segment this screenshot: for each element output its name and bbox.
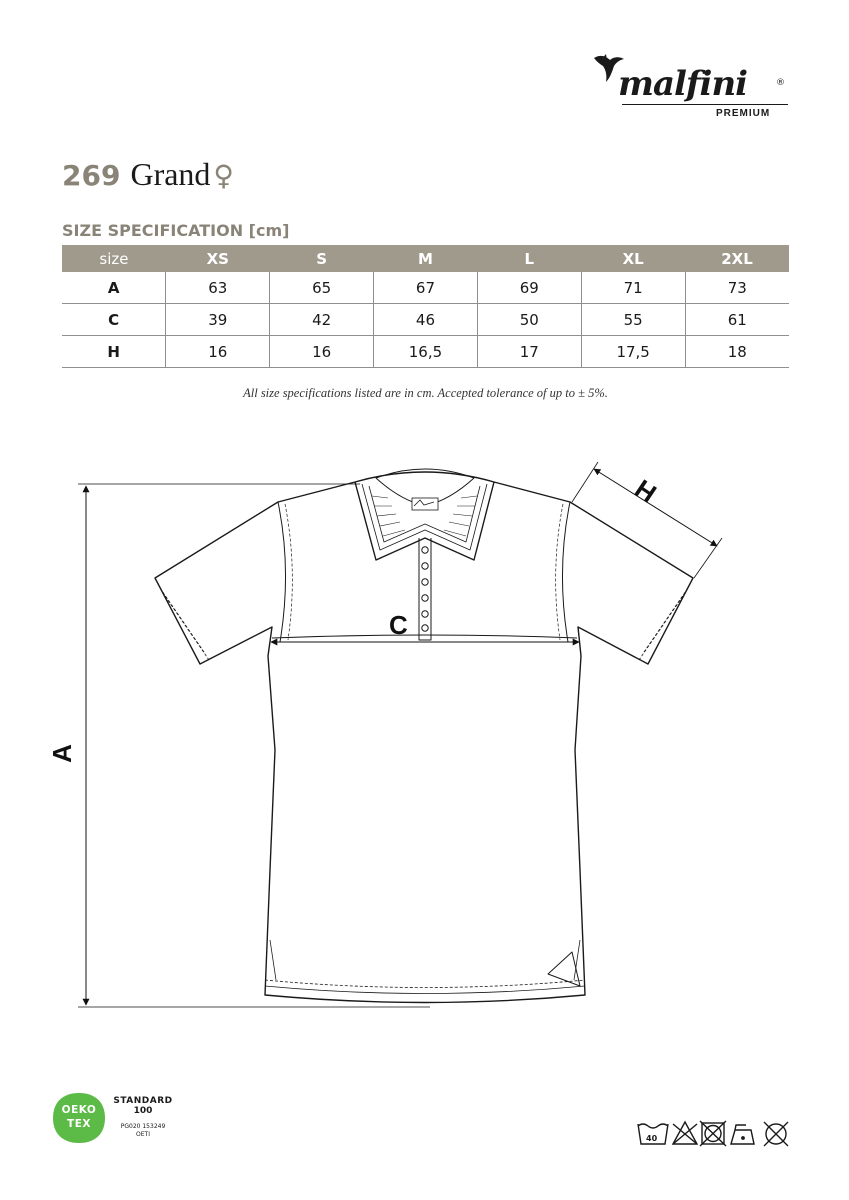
brand-tagline: PREMIUM	[716, 108, 771, 119]
table-cell: 18	[685, 336, 789, 368]
size-table	[62, 245, 789, 368]
cert-institute: OETI	[136, 1131, 150, 1138]
table-row	[62, 304, 789, 336]
table-cell: 61	[685, 304, 789, 336]
size-header-cell: XS	[166, 245, 270, 272]
size-header-label: size	[62, 245, 166, 272]
brand-wordmark: malfini	[618, 64, 748, 104]
row-label: C	[62, 304, 166, 336]
table-cell: 16	[166, 336, 270, 368]
table-cell: 65	[270, 272, 374, 304]
product-name: Grand	[130, 156, 211, 192]
polo-shirt-illustration	[0, 420, 849, 1040]
iron-low-icon	[731, 1125, 754, 1144]
oeko-tex-badge	[52, 1092, 106, 1144]
size-header-cell: S	[270, 245, 374, 272]
standard-number: 100	[133, 1106, 153, 1116]
logo-rule	[622, 104, 788, 105]
table-cell: 67	[374, 272, 478, 304]
standard-label: STANDARD	[113, 1096, 173, 1106]
table-row	[62, 336, 789, 368]
brand-logo	[592, 52, 792, 122]
tolerance-note: All size specifications listed are in cm. Accepted tolerance of up to ± 5%.	[243, 386, 608, 400]
table-cell: 17	[477, 336, 581, 368]
table-cell: 63	[166, 272, 270, 304]
table-cell: 69	[477, 272, 581, 304]
table-cell: 71	[581, 272, 685, 304]
size-header-cell: L	[477, 245, 581, 272]
care-symbols	[636, 1118, 794, 1148]
measure-h-label: H	[629, 473, 662, 509]
measure-c-label: C	[389, 610, 408, 640]
table-cell: 42	[270, 304, 374, 336]
size-header-cell: M	[374, 245, 478, 272]
care-symbols-strip	[636, 1118, 794, 1148]
table-cell: 39	[166, 304, 270, 336]
registered-mark: ®	[776, 78, 785, 88]
size-header-row	[62, 245, 789, 272]
size-header-cell: XL	[581, 245, 685, 272]
row-label: H	[62, 336, 166, 368]
product-title	[62, 156, 234, 196]
cert-code: PG020 153249	[120, 1123, 166, 1130]
table-cell: 16	[270, 336, 374, 368]
no-tumble-dry-icon	[700, 1121, 726, 1146]
table-cell: 46	[374, 304, 478, 336]
table-row	[62, 272, 789, 304]
no-bleach-icon	[673, 1122, 697, 1144]
size-spec-heading: SIZE SPECIFICATION [cm]	[62, 221, 290, 240]
product-code: 269	[62, 159, 121, 192]
oeko-standard	[112, 1096, 174, 1139]
measure-a-label: A	[46, 744, 77, 763]
table-cell: 16,5	[374, 336, 478, 368]
polo-shirt-drawing	[0, 420, 849, 1040]
female-symbol-icon: ♀	[213, 159, 234, 192]
table-cell: 73	[685, 272, 789, 304]
table-cell: 17,5	[581, 336, 685, 368]
oeko-line2: TEX	[67, 1118, 91, 1130]
oeko-line1: OEKO	[61, 1104, 97, 1116]
no-dry-clean-icon	[764, 1122, 788, 1146]
table-cell: 55	[581, 304, 685, 336]
wash-temp-label: 40	[646, 1134, 658, 1143]
table-cell: 50	[477, 304, 581, 336]
row-label: A	[62, 272, 166, 304]
size-header-cell: 2XL	[685, 245, 789, 272]
